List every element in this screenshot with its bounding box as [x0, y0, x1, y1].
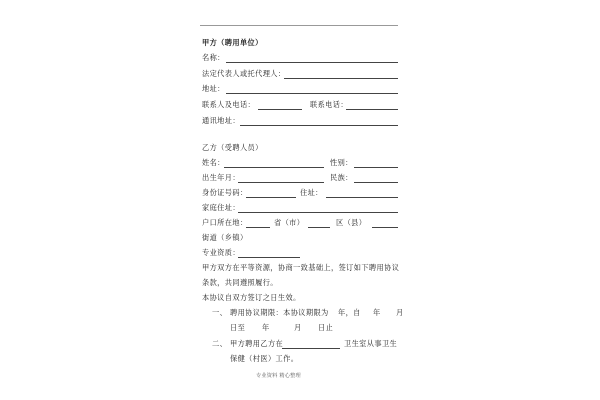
- clause-2-number: 二、: [212, 339, 228, 348]
- clause-1-years-unit: 年，自: [338, 308, 361, 317]
- footer-note: 专业资料 精心整理: [256, 373, 301, 379]
- clause-1-start-month: 月: [396, 308, 404, 317]
- party-b-home-label: 家庭住址：: [202, 203, 240, 212]
- party-b-hukou-label: 户口所在地：: [202, 218, 248, 227]
- party-b-ethnicity-field[interactable]: [354, 182, 398, 183]
- party-b-heading: 乙方（受聘人员）: [202, 143, 263, 152]
- party-a-contact-phone-label: 联系电话：: [310, 100, 348, 109]
- clause-2-after: 卫生室从事卫生: [344, 339, 398, 348]
- party-b-name-label: 姓名：: [202, 158, 225, 167]
- party-b-gender-label: 性别：: [330, 158, 353, 167]
- party-b-gender-field[interactable]: [354, 167, 398, 168]
- party-b-residence-field[interactable]: [326, 197, 398, 198]
- clause-1-text: 聘用协议期限：本协议期限为: [230, 308, 329, 317]
- party-a-heading: 甲方（聘用单位）: [202, 38, 263, 47]
- party-b-district-label: 区（县）: [336, 218, 367, 227]
- party-b-residence-label: 住址：: [300, 188, 323, 197]
- party-a-mail-field[interactable]: [240, 125, 398, 126]
- party-b-ethnicity-label: 民族：: [330, 173, 353, 182]
- party-a-address-field[interactable]: [226, 93, 398, 94]
- party-b-qualification-field[interactable]: [238, 257, 300, 258]
- party-b-birth-label: 出生年月：: [202, 173, 240, 182]
- party-b-street-label: 街道（乡镇）: [202, 233, 248, 242]
- party-b-hukou-province-field[interactable]: [246, 227, 270, 228]
- clause-2-line2: 保健（村医）工作。: [230, 354, 299, 363]
- party-b-name-field[interactable]: [224, 167, 324, 168]
- party-a-address-label: 地址：: [202, 84, 225, 93]
- party-a-rep-field[interactable]: [284, 78, 398, 79]
- party-a-contact-field[interactable]: [258, 109, 302, 110]
- party-b-birth-field[interactable]: [238, 182, 324, 183]
- clause-1-end-month: 月: [294, 323, 302, 332]
- clause-2-clinic-field[interactable]: [282, 348, 340, 349]
- party-a-name-label: 名称：: [202, 53, 225, 62]
- party-a-contact-label: 联系人及电话：: [202, 100, 256, 109]
- clause-1-day-to: 日至: [230, 323, 246, 332]
- top-rule: [200, 25, 398, 26]
- agreement-paragraph-line1: 甲方双方在平等资源，协商一致基础上，签订如下聘用协议: [202, 263, 400, 272]
- agreement-paragraph-line2: 条款，共同遵照履行。: [202, 278, 278, 287]
- effective-paragraph: 本协议自双方签订之日生效。: [202, 293, 301, 302]
- clause-1-end-day: 日止: [318, 323, 334, 332]
- clause-2-text: 甲方聘用乙方在: [230, 339, 284, 348]
- party-a-contact-phone-field[interactable]: [346, 109, 398, 110]
- party-b-hukou-district-field[interactable]: [308, 227, 330, 228]
- party-b-qualification-label: 专业资质：: [202, 248, 240, 257]
- clause-1-end-year: 年: [262, 323, 270, 332]
- party-a-rep-label: 法定代表人或托代理人：: [202, 69, 286, 78]
- party-a-name-field[interactable]: [226, 62, 398, 63]
- party-b-hukou-county-field[interactable]: [372, 227, 398, 228]
- clause-1-start-year: 年: [373, 308, 381, 317]
- party-b-home-field[interactable]: [238, 212, 398, 213]
- party-a-mail-label: 通讯地址：: [202, 116, 240, 125]
- party-b-province-label: 省（市）: [274, 218, 305, 227]
- clause-1-number: 一、: [212, 308, 228, 317]
- party-b-id-field[interactable]: [246, 197, 296, 198]
- party-b-id-label: 身份证号码：: [202, 188, 248, 197]
